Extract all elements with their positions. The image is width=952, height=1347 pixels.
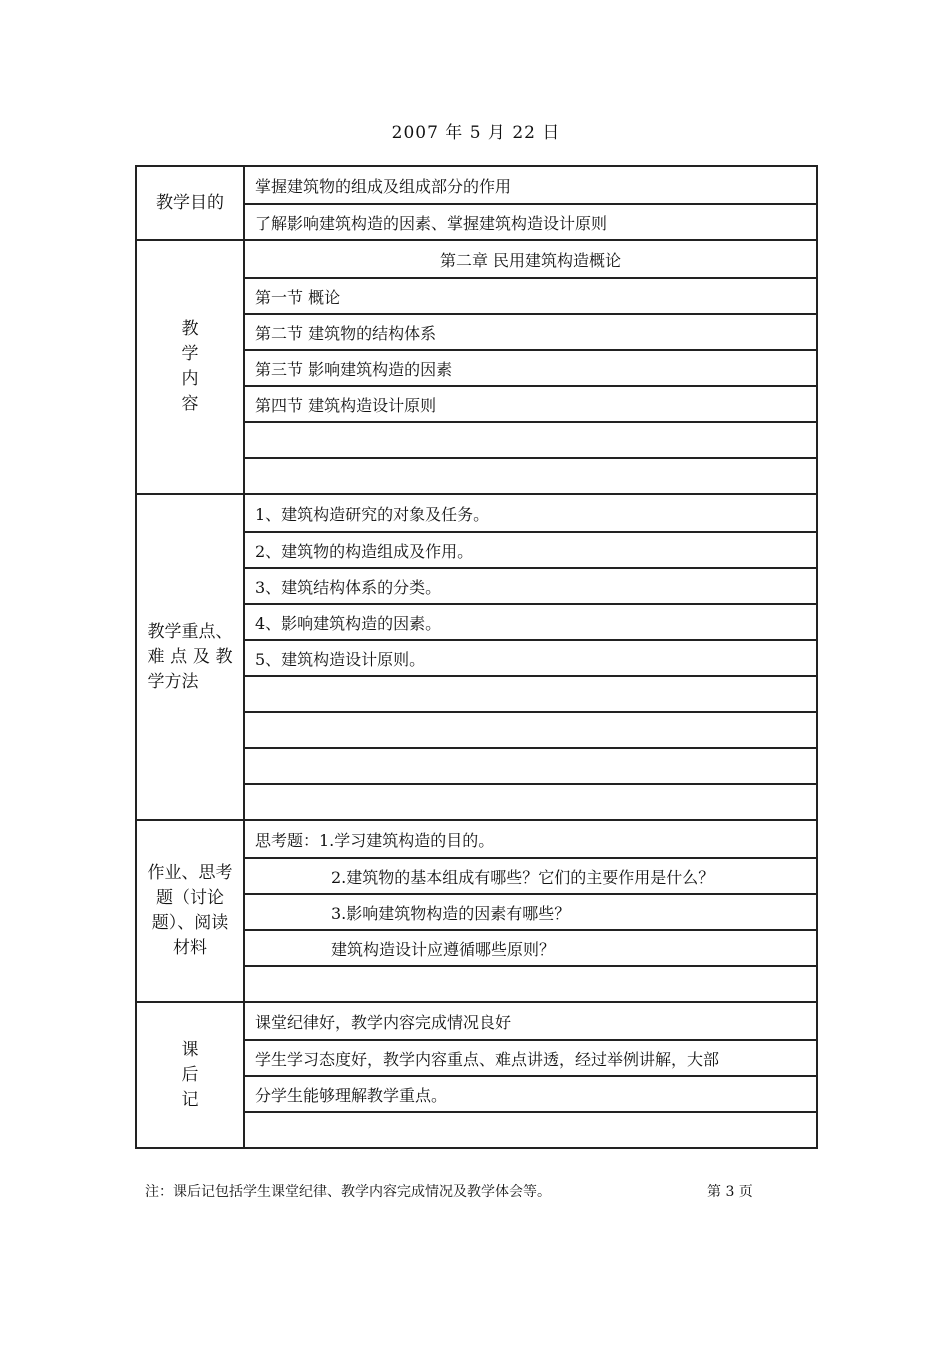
key-point-row bbox=[245, 783, 816, 819]
homework-row bbox=[245, 965, 816, 1001]
content-label-char: 学 bbox=[181, 344, 199, 364]
key-points-label-line: 学方法 bbox=[147, 671, 199, 692]
postclass-label-char: 后 bbox=[181, 1064, 199, 1085]
homework-label-line: 作业、思考 bbox=[147, 863, 233, 883]
homework-row: 3.影响建筑物构造的因素有哪些？ bbox=[245, 893, 816, 929]
lesson-date: 2007 年 5 月 22 日 bbox=[391, 123, 561, 143]
key-point-row: 5、建筑构造设计原则。 bbox=[245, 639, 816, 675]
postclass-row: 学生学习态度好，教学内容重点、难点讲透，经过举例讲解，大部 bbox=[245, 1039, 816, 1075]
content-row: 第三节 影响建筑构造的因素 bbox=[245, 349, 816, 385]
footer-note: 注：课后记包括学生课堂纪律、教学内容完成情况及教学体会等。 bbox=[145, 1184, 551, 1200]
postclass-label-char: 记 bbox=[181, 1089, 199, 1110]
key-points-label bbox=[137, 495, 245, 819]
key-point-row bbox=[245, 747, 816, 783]
content-label bbox=[137, 241, 245, 493]
content-label-char: 容 bbox=[181, 394, 199, 414]
content-label-char: 内 bbox=[181, 369, 199, 389]
key-points-label-line: 难 点 及 教 bbox=[147, 646, 233, 667]
chapter-title: 第二章 民用建筑构造概论 bbox=[439, 250, 622, 270]
homework-label-line: 题）、阅读 bbox=[151, 913, 229, 933]
objectives-section bbox=[137, 167, 816, 239]
content-row bbox=[245, 457, 816, 493]
homework-label bbox=[137, 821, 245, 1001]
postclass-label bbox=[137, 1003, 245, 1147]
key-point-row bbox=[245, 675, 816, 711]
homework-row: 建筑构造设计应遵循哪些原则？ bbox=[245, 929, 816, 965]
objectives-row: 掌握建筑物的组成及组成部分的作用 bbox=[255, 176, 512, 196]
homework-row: 2.建筑物的基本组成有哪些？它们的主要作用是什么？ bbox=[245, 857, 816, 893]
key-point-row: 3、建筑结构体系的分类。 bbox=[245, 567, 816, 603]
content-row bbox=[245, 421, 816, 457]
postclass-label-char: 课 bbox=[181, 1039, 199, 1060]
homework-label-line: 题（讨论 bbox=[156, 888, 224, 908]
objectives-label: 教学目的 bbox=[137, 167, 245, 239]
key-points-label-line: 教学重点、 bbox=[147, 621, 233, 642]
objectives-row: 了解影响建筑构造的因素、掌握建筑构造设计原则 bbox=[245, 203, 816, 239]
postclass-row bbox=[245, 1111, 816, 1147]
homework-row: 思考题：1.学习建筑构造的目的。 bbox=[255, 830, 495, 850]
key-point-row: 1、建筑构造研究的对象及任务。 bbox=[255, 504, 490, 524]
page-number: 第 3 页 bbox=[707, 1184, 753, 1200]
key-points-section bbox=[137, 493, 816, 819]
key-point-row bbox=[245, 711, 816, 747]
content-section bbox=[137, 239, 816, 493]
homework-section bbox=[137, 819, 816, 1001]
postclass-section bbox=[137, 1001, 816, 1147]
postclass-row: 分学生能够理解教学重点。 bbox=[245, 1075, 816, 1111]
homework-label-line: 材料 bbox=[173, 938, 207, 958]
content-label-char: 教 bbox=[181, 319, 199, 339]
postclass-row: 课堂纪律好，教学内容完成情况良好 bbox=[255, 1012, 512, 1032]
content-row: 第二节 建筑物的结构体系 bbox=[245, 313, 816, 349]
lesson-plan-table bbox=[135, 165, 818, 1149]
key-point-row: 4、影响建筑构造的因素。 bbox=[245, 603, 816, 639]
content-row: 第一节 概论 bbox=[245, 277, 816, 313]
content-row: 第四节 建筑构造设计原则 bbox=[245, 385, 816, 421]
key-point-row: 2、建筑物的构造组成及作用。 bbox=[245, 531, 816, 567]
